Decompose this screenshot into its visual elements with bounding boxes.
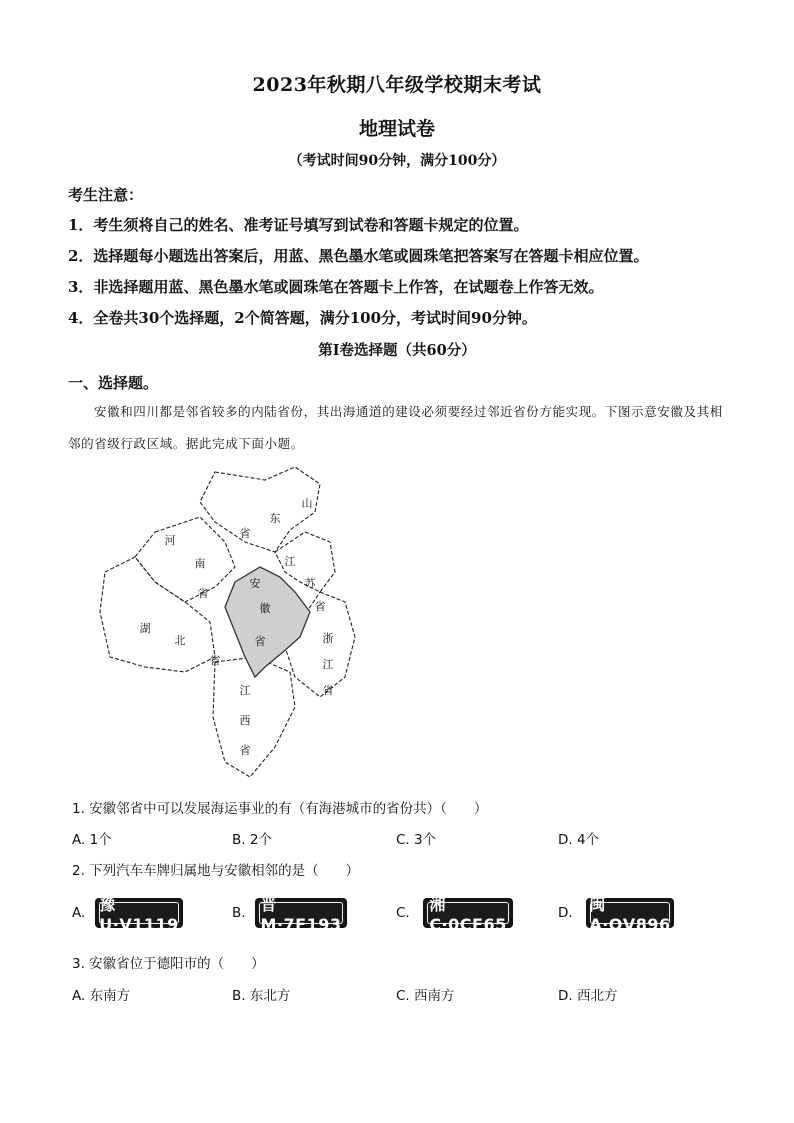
plate-text: 湘C·0CF65 [427,902,509,924]
q2-plate-a[interactable] [95,895,183,934]
notice-item: 2．选择题每小题选出答案后，用蓝、黑色墨水笔或圆珠笔把答案写在答题卡相应位置。 [68,247,649,265]
map-label: 江 [284,555,296,568]
exam-title: 2023年秋期八年级学校期末考试 [252,74,542,96]
notice-item: 3．非选择题用蓝、黑色墨水笔或圆珠笔在答题卡上作答，在试题卷上作答无效。 [68,278,604,296]
map-label: 省 [197,587,209,600]
q3-option-d[interactable]: D. 西北方 [558,988,618,1004]
map-label: 东 [269,512,281,525]
q1-option-d[interactable]: D. 4个 [558,832,600,848]
map-label: 北 [174,634,186,647]
q2-plate-b[interactable] [255,895,347,934]
question-1-stem: 1. 安徽邻省中可以发展海运事业的有（有海港城市的省份共）（ ） [72,801,488,817]
q2-option-a-key[interactable]: A. [72,905,86,921]
map-label: 江 [322,658,334,671]
q2-plate-d[interactable] [586,895,674,934]
q2-option-c-key[interactable]: C. [396,905,410,921]
map-label: 河 [164,534,176,547]
q1-option-b[interactable]: B. 2个 [232,832,272,848]
map-label: 省 [239,744,251,757]
map-label: 省 [322,684,334,697]
exam-info: （考试时间90分钟，满分100分） [288,153,506,169]
map-label: 省 [254,635,266,648]
map-label: 浙 [322,632,334,645]
map-label: 省 [314,600,326,613]
map-label: 省 [239,527,251,540]
q1-option-a[interactable]: A. 1个 [72,832,112,848]
plate-text: 豫U·V1119 [99,895,179,934]
part-title: 一、选择题。 [68,374,159,392]
q3-option-a[interactable]: A. 东南方 [72,988,131,1004]
subject-title: 地理试卷 [358,118,435,140]
question-intro: 安徽和四川都是邻省较多的内陆省份，其出海通道的建设必须要经过邻近省份方能实现。下图示意安徽及其相邻的省级行政区域。据此完成下面小题。 [68,404,723,451]
plate-text: 晋M·7F193 [260,895,342,934]
section-title: 第Ⅰ卷选择题（共60分） [318,342,476,359]
question-3-stem: 3. 安徽省位于德阳市的（ ） [72,956,265,972]
map-label: 山 [301,497,313,510]
anhui-neighbors-map [95,462,415,784]
notice-item: 4．全卷共30个选择题，2个简答题，满分100分，考试时间90分钟。 [68,309,537,327]
q1-option-c[interactable]: C. 3个 [396,832,437,848]
plate-text: 闽A·QV896 [589,895,671,934]
map-label: 湖 [139,622,151,635]
map-label: 省 [209,654,221,667]
map-label: 安 [249,577,261,590]
map-label: 南 [194,557,206,570]
map-label: 徽 [259,602,271,615]
notice-heading: 考生注意： [68,186,144,204]
question-2-stem: 2. 下列汽车车牌归属地与安徽相邻的是（ ） [72,863,360,879]
map-label: 西 [239,714,251,727]
q2-option-b-key[interactable]: B. [232,905,246,921]
q2-plate-c[interactable] [423,895,513,934]
map-label: 江 [239,684,251,697]
map-label: 苏 [304,577,316,590]
q2-option-d-key[interactable]: D. [558,905,573,921]
notice-item: 1．考生须将自己的姓名、准考证号填写到试卷和答题卡规定的位置。 [68,216,529,234]
q3-option-b[interactable]: B. 东北方 [232,988,291,1004]
q3-option-c[interactable]: C. 西南方 [396,988,455,1004]
